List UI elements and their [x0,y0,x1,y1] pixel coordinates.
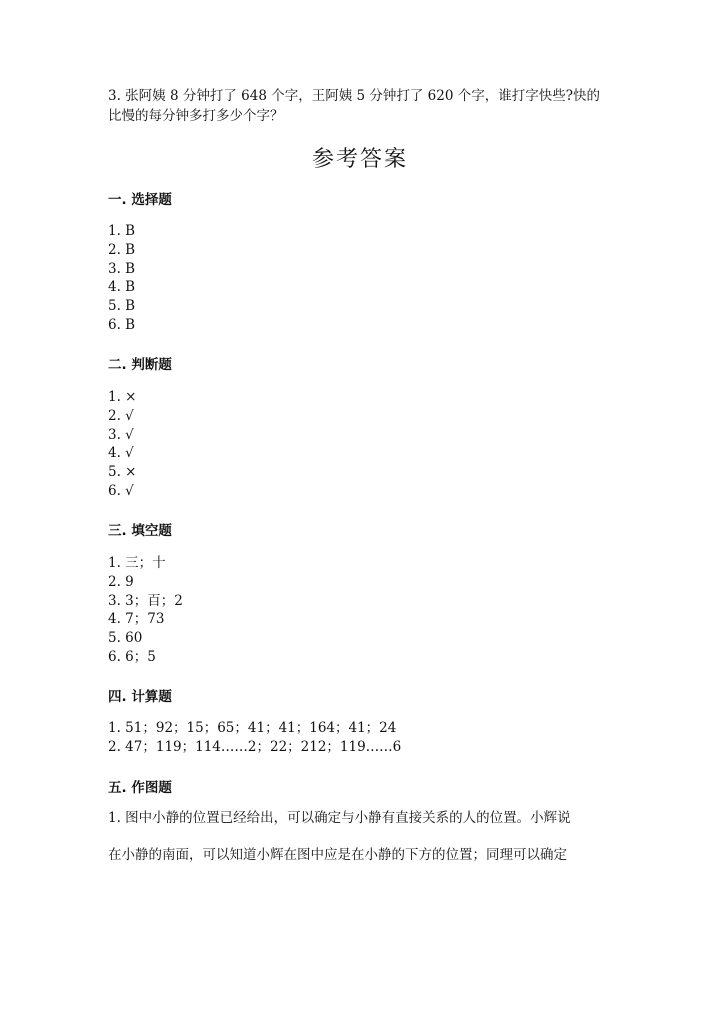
list-item: 1. B [108,223,136,239]
fill-answer-list [108,554,183,667]
list-item: 4. √ [108,445,134,462]
list-item: 6. 6；5 [108,648,156,665]
list-item: 3. √ [108,426,134,443]
draw-answer-line-1: 1. 图中小静的位置已经给出，可以确定与小静有直接关系的人的位置。小辉说 [108,810,571,826]
list-item: 1. 51；92；15；65；41；41；164；41；24 [108,720,397,736]
list-item: 3. 3；百；2 [108,592,183,609]
section-heading-fill: 三. 填空题 [108,523,172,539]
list-item: 1. 三；十 [108,555,166,571]
list-item: 2. √ [108,407,134,424]
list-item: 2. 9 [108,573,134,590]
calc-answer-list [108,719,401,757]
question-3 [108,86,618,126]
question-3-line-2: 比慢的每分钟多打多少个字？ [108,108,284,124]
section-heading-draw: 五. 作图题 [108,780,172,796]
list-item: 5. B [108,298,136,315]
list-item: 4. B [108,279,136,296]
draw-answer-paragraph [108,800,608,874]
question-3-line-1: 3. 张阿姨 8 分钟打了 648 个字，王阿姨 5 分钟打了 620 个字，谁打字快些?快的 [108,88,600,104]
list-item: 6. √ [108,482,134,499]
list-item: 6. B [108,316,136,333]
list-item: 2. B [108,241,136,258]
list-item: 3. B [108,260,136,277]
page-title: 参考答案 [311,147,408,172]
draw-answer-line-2: 在小静的南面，可以知道小辉在图中应是在小静的下方的位置；同理可以确定 [108,847,567,863]
judge-answer-list [108,388,136,501]
list-item: 5. × [108,464,137,481]
section-heading-calc: 四. 计算题 [108,689,172,705]
section-heading-judge: 二. 判断题 [108,357,172,373]
list-item: 5. 60 [108,630,143,647]
section-heading-choice: 一. 选择题 [108,192,172,208]
list-item: 2. 47；119；114……2；22；212；119……6 [108,738,402,755]
list-item: 1. × [108,389,137,405]
list-item: 4. 7；73 [108,611,165,628]
choice-answer-list [108,222,135,335]
